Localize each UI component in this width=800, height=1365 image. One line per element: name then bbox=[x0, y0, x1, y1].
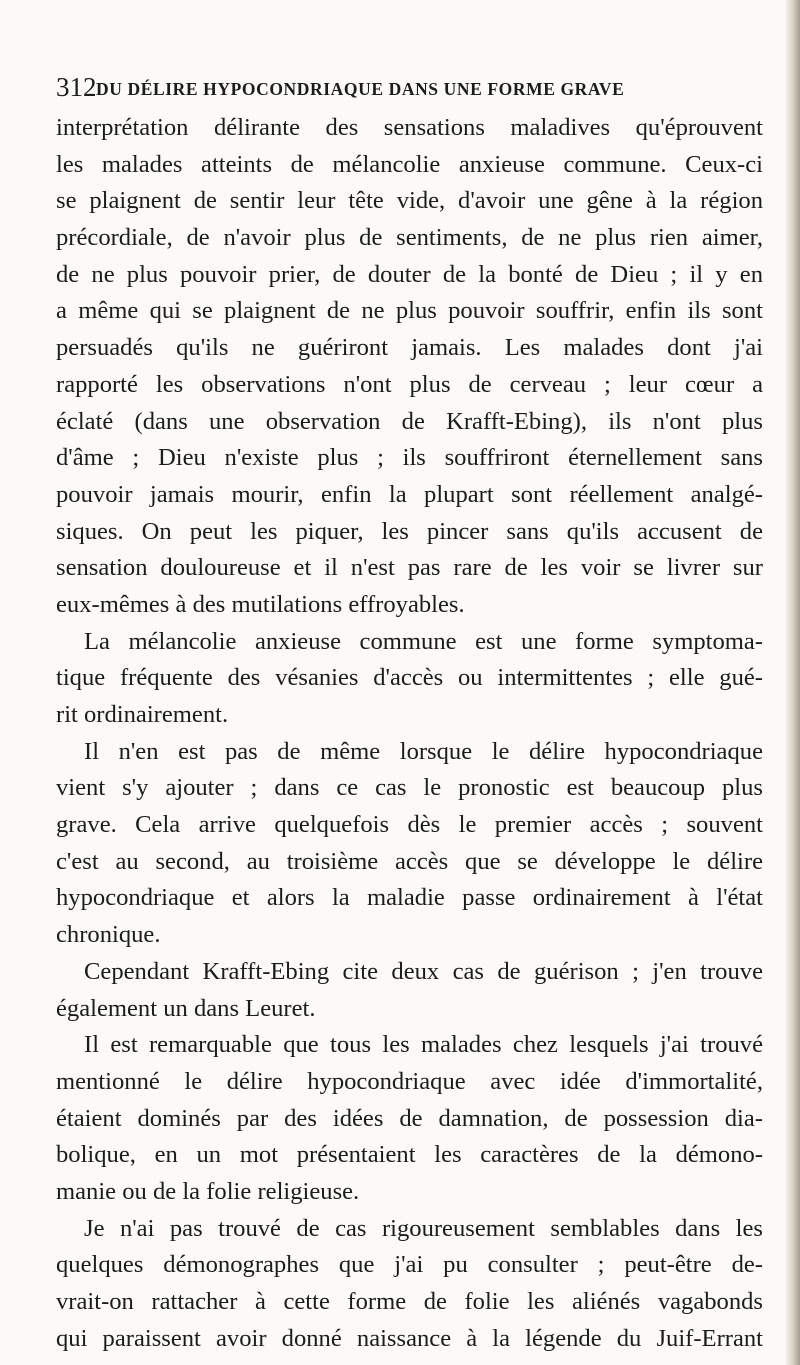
text-line: qui paraissent avoir donné naissance à la légende du Juif-Errant bbox=[56, 1324, 763, 1352]
text-line: Je n'ai pas trouvé de cas rigoureusement semblables dans les bbox=[84, 1214, 763, 1242]
text-line: vrait-on rattacher à cette forme de folie les aliénés vagabonds bbox=[56, 1288, 763, 1315]
text-line: interprétation délirante des sensations maladives qu'éprouvent bbox=[56, 114, 763, 141]
text-line: les malades atteints de mélancolie anxieuse commune. Ceux-ci bbox=[56, 150, 763, 178]
text-line: quelques démonographes que j'ai pu consulter ; peut-être de- bbox=[56, 1251, 763, 1279]
page-header bbox=[56, 72, 746, 108]
text-line: rapporté les observations n'ont plus de cerveau ; leur cœur a bbox=[56, 370, 763, 398]
page-edge-shadow bbox=[786, 0, 800, 1365]
text-line: pouvoir jamais mourir, enfin la plupart sont réellement analgé- bbox=[56, 480, 763, 508]
text-line: hypocondriaque et alors la maladie passe ordinairement à l'état bbox=[56, 884, 763, 912]
text-line: chronique. bbox=[56, 921, 161, 949]
text-line: eux-mêmes à des mutilations effroyables. bbox=[56, 590, 465, 618]
text-line: bolique, en un mot présentaient les caractères de la démono- bbox=[56, 1141, 763, 1169]
text-line: vient s'y ajouter ; dans ce cas le pronostic est beaucoup plus bbox=[56, 774, 763, 802]
text-line: précordiale, de n'avoir plus de sentiments, de ne plus rien aimer, bbox=[56, 224, 763, 252]
text-line: rit ordinairement. bbox=[56, 701, 229, 728]
text-line: de ne plus pouvoir prier, de douter de la bonté de Dieu ; il y en bbox=[56, 260, 763, 288]
text-line: mentionné le délire hypocondriaque avec idée d'immortalité, bbox=[56, 1067, 763, 1095]
text-line: étaient dominés par des idées de damnation, de possession dia- bbox=[56, 1104, 763, 1132]
text-line: persuadés qu'ils ne guériront jamais. Les malades dont j'ai bbox=[56, 334, 763, 362]
text-line: c'est au second, au troisième accès que se développe le délire bbox=[56, 847, 763, 875]
text-line: siques. On peut les piquer, les pincer sans qu'ils accusent de bbox=[56, 517, 763, 545]
running-title: DU DÉLIRE HYPOCONDRIAQUE DANS UNE FORME GRAVE bbox=[96, 79, 625, 99]
text-line: manie ou de la folie religieuse. bbox=[56, 1177, 360, 1205]
text-line: se plaignent de sentir leur tête vide, d'avoir une gêne à la région bbox=[56, 187, 763, 215]
text-line: également un dans Leuret. bbox=[56, 994, 316, 1022]
text-line: d'âme ; Dieu n'existe plus ; ils souffriront éternellement sans bbox=[56, 444, 763, 472]
body-text bbox=[56, 110, 763, 1357]
text-line: La mélancolie anxieuse commune est une forme symptoma- bbox=[84, 627, 763, 655]
text-line: sensation douloureuse et il n'est pas rare de les voir se livrer sur bbox=[56, 554, 763, 582]
text-line: a même qui se plaignent de ne plus pouvoir souffrir, enfin ils sont bbox=[56, 297, 763, 325]
text-line: Il n'en est pas de même lorsque le délire hypocondriaque bbox=[84, 737, 763, 765]
text-line: grave. Cela arrive quelquefois dès le premier accès ; souvent bbox=[56, 811, 763, 839]
text-line: Cependant Krafft-Ebing cite deux cas de guérison ; j'en trouve bbox=[84, 957, 763, 985]
text-line: éclaté (dans une observation de Krafft-Ebing), ils n'ont plus bbox=[56, 407, 763, 435]
text-line: Il est remarquable que tous les malades chez lesquels j'ai trouvé bbox=[84, 1031, 763, 1059]
text-line: tique fréquente des vésanies d'accès ou intermittentes ; elle gué- bbox=[56, 664, 763, 692]
page-number: 312 bbox=[56, 72, 97, 102]
